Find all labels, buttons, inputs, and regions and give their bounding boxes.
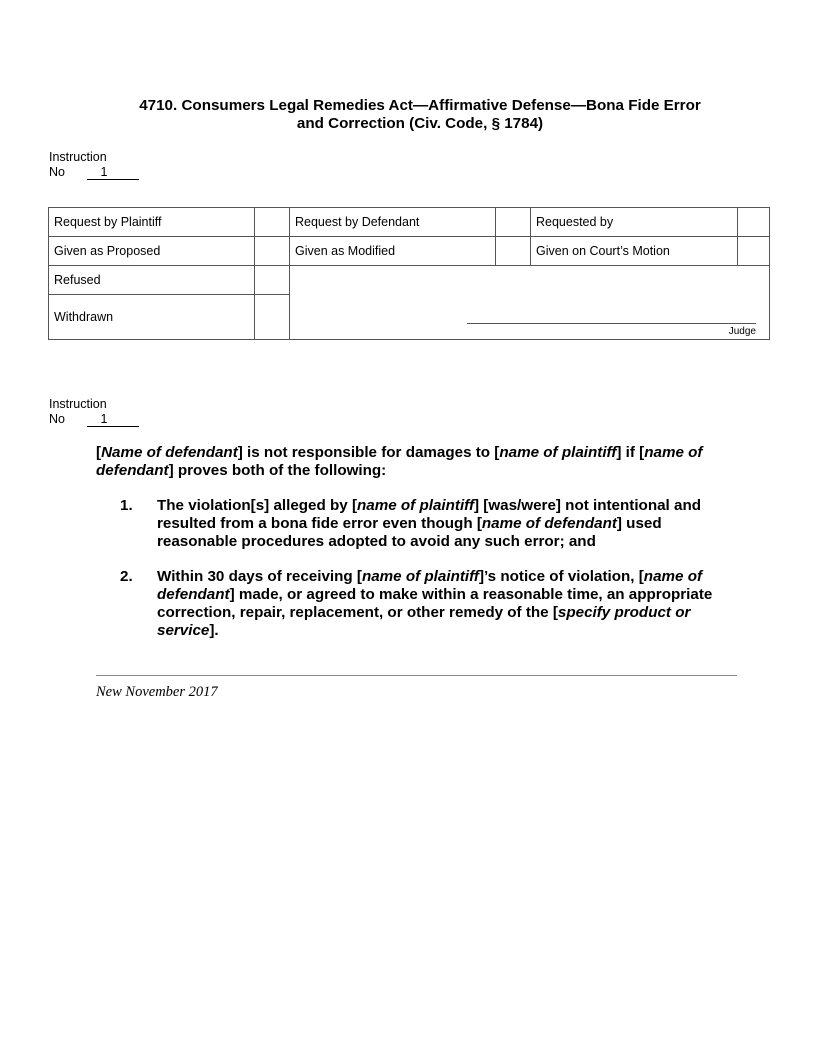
- given-on-courts-motion-checkbox[interactable]: [738, 237, 770, 266]
- refused-checkbox[interactable]: [255, 266, 290, 295]
- table-row: [49, 266, 770, 295]
- given-as-modified-checkbox[interactable]: [496, 237, 531, 266]
- withdrawn-label: Withdrawn: [49, 295, 255, 340]
- instruction-label: Instruction: [49, 397, 107, 411]
- judge-signature-line[interactable]: [467, 323, 756, 324]
- item-number: 2.: [120, 568, 133, 585]
- instruction-number-bottom: [49, 397, 139, 427]
- instruction-number-field: 1: [87, 166, 139, 180]
- given-as-modified-label: Given as Modified: [290, 237, 496, 266]
- list-item: 2. Within 30 days of receiving [name of plaintiff]’s notice of violation, [name of defendant] made, or agreed to make within a reasonable time, an appropriate correction, repair, replacement, or other remedy of the [specify product or service].: [120, 568, 713, 639]
- requested-by-checkbox[interactable]: [738, 208, 770, 237]
- request-by-plaintiff-checkbox[interactable]: [255, 208, 290, 237]
- instruction-disposition-table: [48, 207, 770, 340]
- intro-paragraph: [Name of defendant] is not responsible for damages to [name of plaintiff] if [name of defendant] proves both of the following:: [96, 444, 703, 479]
- table-row: [49, 208, 770, 237]
- withdrawn-checkbox[interactable]: [255, 295, 290, 340]
- given-as-proposed-label: Given as Proposed: [49, 237, 255, 266]
- given-on-courts-motion-label: Given on Court’s Motion: [531, 237, 738, 266]
- revision-note: New November 2017: [96, 684, 218, 700]
- title-line-1: 4710. Consumers Legal Remedies Act—Affirmative Defense—Bona Fide Error: [139, 97, 701, 114]
- table-row: [49, 237, 770, 266]
- number-label: No: [49, 411, 65, 426]
- judge-signature-area: [290, 266, 770, 340]
- request-by-defendant-label: Request by Defendant: [290, 208, 496, 237]
- requested-by-label: Requested by: [531, 208, 738, 237]
- instruction-number-top: [49, 150, 139, 180]
- item-number: 1.: [120, 497, 133, 514]
- refused-label: Refused: [49, 266, 255, 295]
- request-by-plaintiff-label: Request by Plaintiff: [49, 208, 255, 237]
- elements-list: [96, 497, 726, 640]
- title-line-2: and Correction (Civ. Code, § 1784): [296, 115, 544, 132]
- footer-divider: [96, 675, 737, 676]
- request-by-defendant-checkbox[interactable]: [496, 208, 531, 237]
- given-as-proposed-checkbox[interactable]: [255, 237, 290, 266]
- instruction-title: [100, 97, 740, 133]
- instruction-number-field: 1: [87, 413, 139, 427]
- list-item: 1. The violation[s] alleged by [name of plaintiff] [was/were] not intentional and resulted from a bona fide error even though [name of defendant] used reasonable procedures adopted to avoid any such error; and: [120, 497, 701, 550]
- judge-label: Judge: [728, 326, 756, 337]
- instruction-label: Instruction: [49, 150, 107, 164]
- instruction-body: [96, 444, 726, 640]
- number-label: No: [49, 164, 65, 179]
